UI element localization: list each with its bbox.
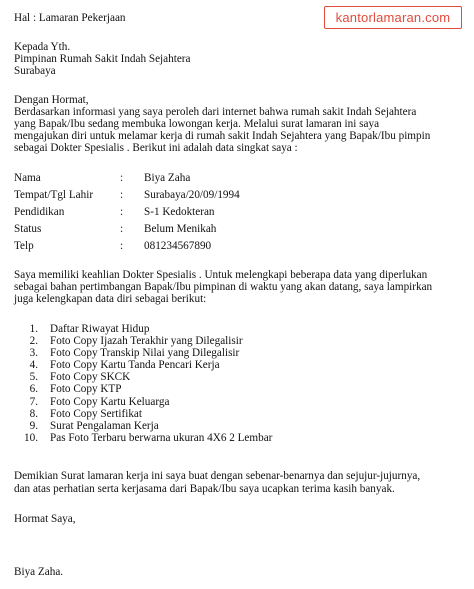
detail-value: S-1 Kedokteran [144, 206, 215, 218]
list-number: 8. [29, 407, 38, 420]
attachment-list [14, 323, 272, 444]
detail-colon: : [120, 172, 124, 184]
greeting: Dengan Hormat, [14, 94, 89, 106]
list-item [14, 408, 272, 420]
detail-label: Tempat/Tgl Lahir [14, 189, 94, 201]
detail-label: Pendidikan [14, 206, 65, 218]
detail-value: Biya Zaha [144, 172, 191, 184]
list-number: 4. [29, 359, 38, 372]
letter-subject: Hal : Lamaran Pekerjaan [14, 12, 126, 24]
list-number: 9. [29, 419, 38, 432]
intro-line-3: mengajukan diri untuk melamar kerja di rumah sakit Indah Sejahtera yang Bapak/Ibu pimpin [14, 130, 431, 142]
intro-line-1: Berdasarkan informasi yang saya peroleh dari internet bahwa rumah sakit Indah Sejahtera [14, 106, 417, 118]
detail-colon: : [120, 189, 124, 201]
list-number: 6. [29, 383, 38, 396]
list-text: Surat Pengalaman Kerja [50, 419, 159, 432]
list-text: Foto Copy Kartu Keluarga [50, 395, 170, 408]
recipient-line-2: Pimpinan Rumah Sakit Indah Sejahtera [14, 53, 191, 65]
detail-row-phone [14, 240, 211, 253]
list-item [14, 432, 272, 444]
detail-colon: : [120, 223, 124, 235]
recipient-line-1: Kepada Yth. [14, 41, 71, 53]
list-text: Foto Copy Transkip Nilai yang Dilegalisir [50, 347, 240, 360]
list-text: Foto Copy Kartu Tanda Pencari Kerja [50, 359, 220, 372]
list-number: 1. [29, 323, 38, 335]
signature-name: Biya Zaha. [14, 566, 64, 578]
watermark-badge: kantorlamaran.com [324, 6, 462, 29]
detail-colon: : [120, 240, 124, 252]
list-item [14, 383, 272, 395]
list-text: Foto Copy KTP [50, 383, 122, 396]
list-text: Daftar Riwayat Hidup [50, 323, 150, 335]
list-item [14, 371, 272, 383]
detail-colon: : [120, 206, 124, 218]
intro-line-2: yang Bapak/Ibu sedang membuka lowongan kerja. Melalui surat lamaran ini saya [14, 118, 380, 130]
detail-label: Status [14, 223, 42, 235]
list-number: 3. [29, 347, 38, 360]
detail-value: Belum Menikah [144, 223, 217, 235]
detail-row-status [14, 223, 216, 236]
closing-line-1: Demikian Surat lamaran kerja ini saya buat dengan sebenar-benarnya dan sejujur-jujurnya, [14, 470, 421, 482]
body-line-1: Saya memiliki keahlian Dokter Spesialis . Untuk melengkapi beberapa data yang diperlukan [14, 269, 428, 281]
list-number: 7. [29, 395, 38, 408]
detail-label: Nama [14, 172, 41, 184]
signoff: Hormat Saya, [14, 513, 76, 525]
list-text: Foto Copy Sertifikat [50, 407, 142, 420]
detail-row-education [14, 206, 215, 219]
list-text: Pas Foto Terbaru berwarna ukuran 4X6 2 Lembar [50, 431, 273, 444]
detail-row-nama [14, 172, 190, 185]
closing-line-2: dan atas perhatian serta kerjasama dari Bapak/Ibu saya ucapkan terima kasih banyak. [14, 483, 395, 495]
detail-label: Telp [14, 240, 34, 252]
list-item [14, 396, 272, 408]
list-number: 10. [24, 431, 38, 444]
intro-line-4: sebagai Dokter Spesialis . Berikut ini adalah data singkat saya : [14, 142, 298, 154]
list-item [14, 420, 272, 432]
list-text: Foto Copy SKCK [50, 371, 131, 384]
list-number: 2. [29, 335, 38, 348]
list-item [14, 359, 272, 371]
list-number: 5. [29, 371, 38, 384]
detail-value: Surabaya/20/09/1994 [144, 189, 240, 201]
body-line-3: juga kelengkapan data diri sebagai berikut: [14, 293, 207, 305]
body-line-2: sebagai bahan pertimbangan Bapak/Ibu pimpinan di waktu yang akan datang, saya lampirkan [14, 281, 433, 293]
list-item [14, 335, 272, 347]
list-text: Foto Copy Ijazah Terakhir yang Dilegalisir [50, 335, 243, 348]
list-item [14, 347, 272, 359]
recipient-line-3: Surabaya [14, 65, 56, 77]
detail-value: 081234567890 [144, 240, 212, 252]
detail-row-birth [14, 189, 240, 202]
list-item [14, 323, 272, 335]
